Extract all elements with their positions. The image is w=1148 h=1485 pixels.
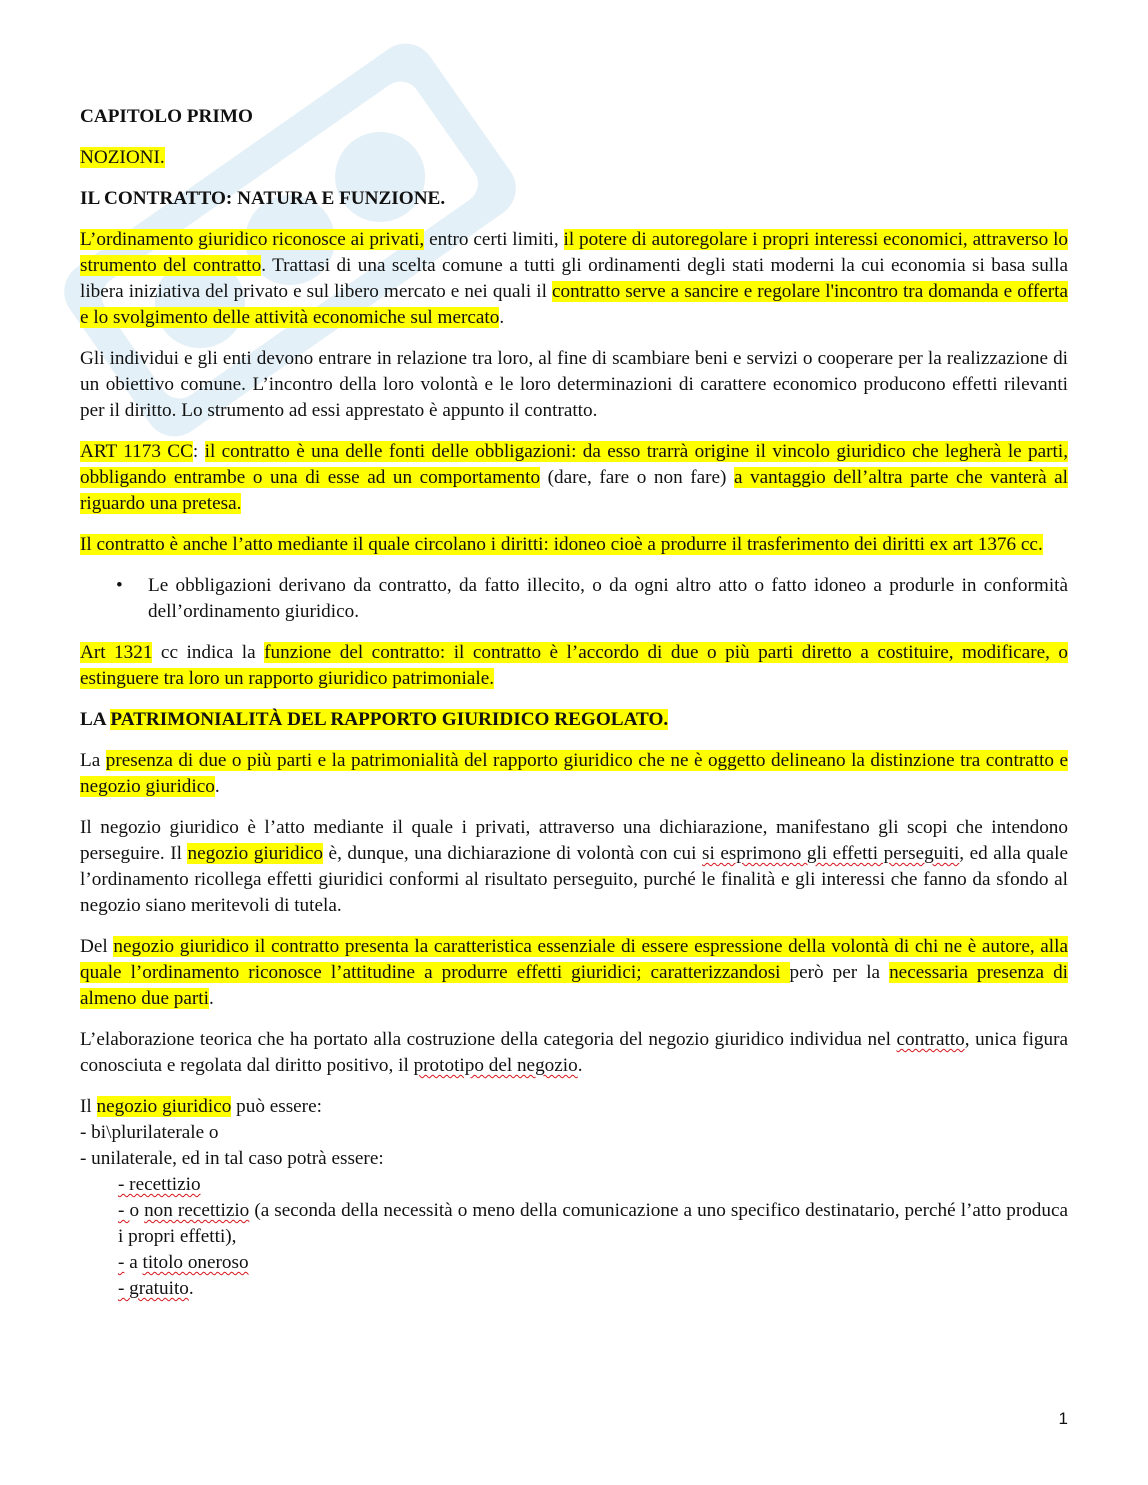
chapter-title: CAPITOLO PRIMO [80, 106, 253, 127]
paragraph-del-negozio: Del negozio giuridico il contratto presenta la caratteristica essenziale di essere espressione della volontà di chi ne è autore, alla quale l’ordinamento riconosce l’attitudine a produrre effetti giuridici; caratterizzandosi però per la necessaria presenza di almeno due parti. [80, 936, 1068, 1009]
sub-list-item: - o non recettizio (a seconda della necessità o meno della comunicazione a uno specifico destinatario, perché l’atto produca i propri effetti), [118, 1200, 1069, 1247]
sub-list-item: - recettizio [118, 1174, 201, 1195]
paragraph-negozio-giuridico: Il negozio giuridico è l’atto mediante il quale i privati, attraverso una dichiarazione, manifestano gli scopi che intendono perseguire. Il negozio giuridico è, dunque, una dichiarazione di volontà con cui si esprimono gli effetti perseguiti, ed alla quale l’ordinamento ricollega effetti giuridici conformi al risultato perseguito, purché le finalità e gli interessi che fanno da sfondo al negozio siano meritevoli di tutela. [80, 817, 1069, 916]
heading-contratto-natura: IL CONTRATTO: NATURA E FUNZIONE. [80, 188, 446, 209]
page-number: 1 [1058, 1409, 1068, 1428]
paragraph-elaborazione: L’elaborazione teorica che ha portato alla costruzione della categoria del negozio giuridico individua nel contratto, unica figura conosciuta e regolata dal diritto positivo, il prototipo del negozio. [80, 1029, 1068, 1076]
list-item: - unilaterale, ed in tal caso potrà essere: [80, 1148, 384, 1169]
paragraph-art-1321: Art 1321 cc indica la funzione del contratto: il contratto è l’accordo di due o più parti diretto a costituire, modificare, o estinguere tra loro un rapporto giuridico patrimoniale. [80, 642, 1068, 689]
list-intro: Il negozio giuridico può essere: [80, 1096, 322, 1117]
document-body [80, 104, 1068, 1302]
list-item: - bi\plurilaterale o [80, 1122, 219, 1143]
sub-list-item: - a titolo oneroso [118, 1252, 249, 1273]
paragraph-art-1173: ART 1173 CC: il contratto è una delle fonti delle obbligazioni: da esso trarrà origine il vincolo giuridico che legherà le parti, obbligando entrambe o una di esse ad un comportamento (dare, fare o non fare) a vantaggio dell’altra parte che vanterà al riguardo una pretesa. [80, 441, 1069, 514]
bullet-item-obbligazioni: • Le obbligazioni derivano da contratto, da fatto illecito, o da ogni altro atto o fatto idoneo a produrle in conformità dell’ordinamento giuridico. [116, 575, 1068, 622]
paragraph-ordinamento: L’ordinamento giuridico riconosce ai privati, entro certi limiti, il potere di autoregolare i propri interessi economici, attraverso lo strumento del contratto. Trattasi di una scelta comune a tutti gli ordinamenti degli stati moderni la cui economia si basa sulla libera iniziativa del privato e sul libero mercato e nei quali il contratto serve a sancire e regolare l'incontro tra domanda e offerta e lo svolgimento delle attività economiche sul mercato. [80, 229, 1069, 328]
sub-list [80, 1172, 1068, 1302]
paragraph-distinzione: La presenza di due o più parti e la patrimonialità del rapporto giuridico che ne è oggetto delineano la distinzione tra contratto e negozio giuridico. [80, 750, 1068, 797]
heading-patrimonialita: LA PATRIMONIALITÀ DEL RAPPORTO GIURIDICO REGOLATO. [80, 709, 669, 730]
paragraph-individui: Gli individui e gli enti devono entrare in relazione tra loro, al fine di scambiare beni e servizi o cooperare per la realizzazione di un obiettivo comune. L’incontro della loro volontà e le loro determinazioni di carattere economico producono effetti rilevanti per il diritto. Lo strumento ad essi apprestato è appunto il contratto. [80, 348, 1068, 421]
sub-list-item: - gratuito. [118, 1278, 194, 1299]
negozio-types-list [80, 1094, 1068, 1302]
section-title: NOZIONI. [80, 147, 165, 168]
paragraph-circolazione-diritti: Il contratto è anche l’atto mediante il quale circolano i diritti: idoneo cioè a produrre il trasferimento dei diritti ex art 1376 cc. [80, 534, 1043, 555]
bullet-icon: • [116, 575, 123, 596]
